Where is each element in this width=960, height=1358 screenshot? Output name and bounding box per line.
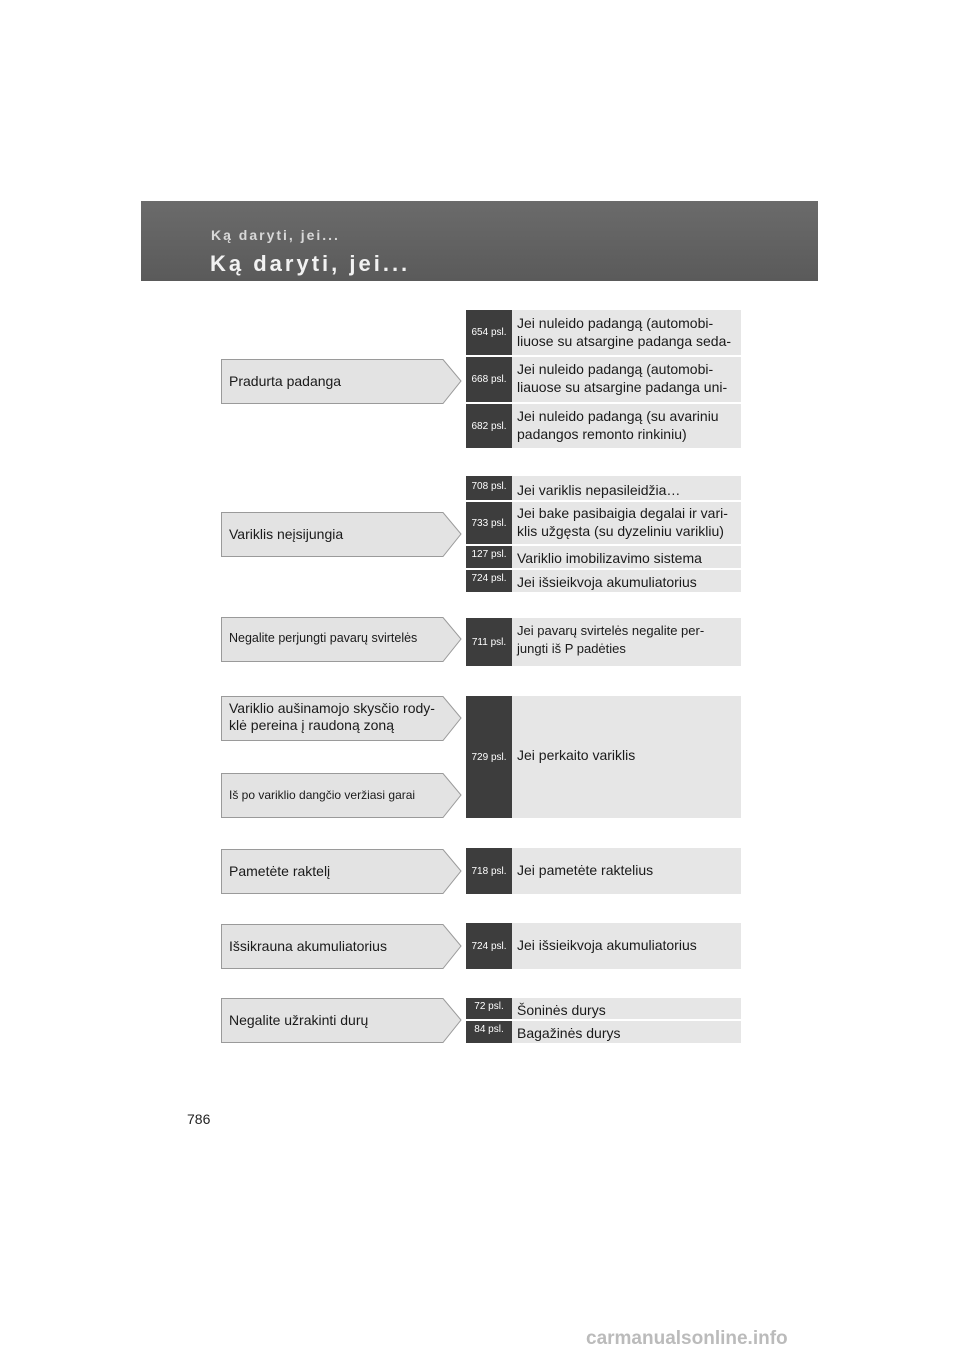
result-text: Jei perkaito variklis [512, 696, 741, 818]
section-title: Ką daryti, jei... [210, 251, 411, 276]
page-ref[interactable]: 724 psl. [466, 570, 512, 592]
page-ref[interactable]: 708 psl. [466, 476, 512, 500]
cause-engine-wont-start [221, 512, 461, 556]
page-ref[interactable]: 654 psl. [466, 310, 512, 355]
page-ref[interactable]: 682 psl. [466, 404, 512, 448]
result-text: Jei išsieikvoja akumuliatorius [512, 570, 741, 592]
page-ref[interactable]: 724 psl. [466, 923, 512, 969]
result-text: Jei variklis nepasileidžia… [512, 476, 741, 500]
page-number: 786 [187, 1111, 211, 1127]
result-text: Jei nuleido padangą (automobi- liuose su atsargine padanga seda- [512, 310, 741, 355]
cause-steam-from-hood [221, 773, 461, 817]
result-text: Jei pametėte raktelius [512, 848, 741, 894]
cause-battery-discharged [221, 924, 461, 968]
result-text: Jei pavarų svirtelės negalite per- jungti iš P padėties [512, 618, 741, 666]
cause-label: Negalite užrakinti durų [229, 1011, 369, 1028]
page-ref[interactable]: 668 psl. [466, 357, 512, 402]
cause-label: Variklis neįsijungia [229, 525, 344, 542]
watermark: carmanualsonline.info [586, 1328, 788, 1349]
page-ref[interactable]: 84 psl. [466, 1021, 512, 1043]
cause-label: Išsikrauna akumuliatorius [229, 937, 387, 954]
result-text: Jei nuleido padangą (su avariniu padangos remonto rinkiniu) [512, 404, 741, 448]
page-ref[interactable]: 711 psl. [466, 618, 512, 666]
cause-label: Iš po variklio dangčio veržiasi garai [229, 787, 416, 802]
section-subtitle: Ką daryti, jei... [211, 227, 340, 243]
page-ref[interactable]: 729 psl. [466, 696, 512, 818]
result-text: Jei nuleido padangą (automobi- liauose su atsargine padanga uni- [512, 357, 741, 402]
page-ref[interactable]: 718 psl. [466, 848, 512, 894]
result-text: Variklio imobilizavimo sistema [512, 546, 741, 568]
cause-label: Pametėte raktelį [229, 862, 331, 879]
cause-flat-tire [221, 359, 461, 403]
section-header [141, 201, 818, 281]
cause-cannot-shift [221, 617, 461, 661]
result-text: Bagažinės durys [512, 1021, 741, 1043]
page-ref[interactable]: 733 psl. [466, 502, 512, 544]
cause-label: Pradurta padanga [229, 372, 342, 389]
cause-label: Negalite perjungti pavarų svirtelės [229, 631, 418, 645]
page-ref[interactable]: 127 psl. [466, 546, 512, 568]
result-text: Šoninės durys [512, 998, 741, 1019]
cause-label: Variklio aušinamojo skysčio rody- klė pereina į raudoną zoną [229, 700, 435, 733]
result-text: Jei bake pasibaigia degalai ir vari- klis užgęsta (su dyzeliniu varikliu) [512, 502, 741, 544]
cause-cannot-lock-doors [221, 998, 461, 1042]
page-ref[interactable]: 72 psl. [466, 998, 512, 1019]
cause-lost-key [221, 849, 461, 893]
cause-coolant-red [221, 696, 461, 740]
result-text: Jei išsieikvoja akumuliatorius [512, 923, 741, 969]
